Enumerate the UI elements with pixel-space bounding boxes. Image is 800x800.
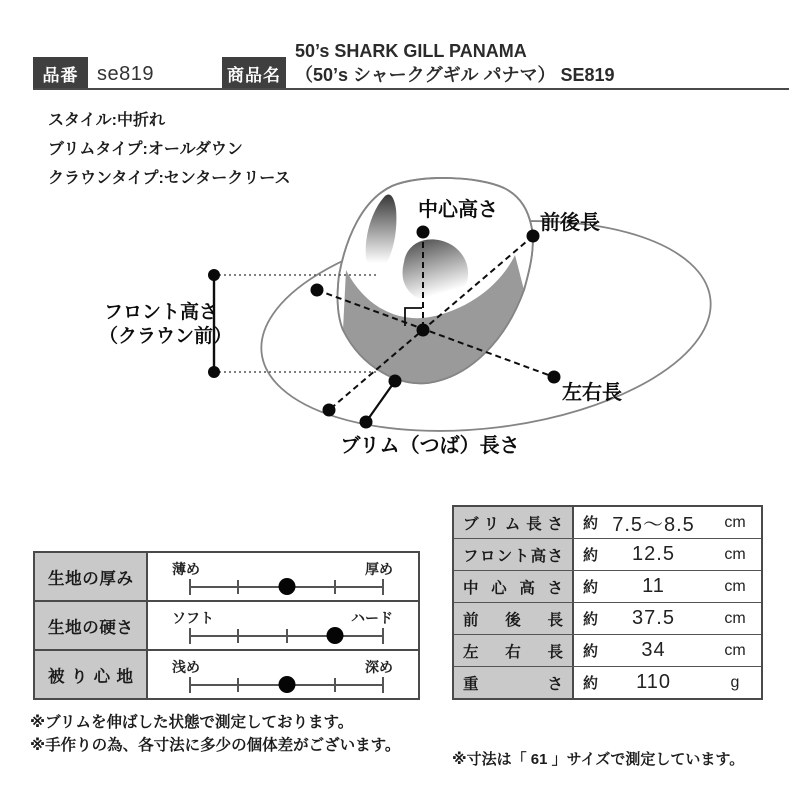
fabric-row-label-text: 生地の厚み bbox=[48, 569, 133, 588]
footnote-handmade: ※手作りの為、各寸法に多少の個体差がございます。 bbox=[30, 737, 401, 754]
table-row bbox=[454, 570, 761, 602]
approx-prefix: 約 bbox=[583, 643, 599, 660]
slider-tick bbox=[286, 629, 288, 643]
measurement-value: 7.5〜8.5 bbox=[612, 514, 695, 536]
measurement-value-area bbox=[574, 571, 761, 602]
table-row bbox=[454, 507, 761, 538]
measurement-label bbox=[454, 603, 574, 634]
slider-tick bbox=[189, 579, 191, 595]
spec-crown-type: クラウンタイプ:センタークリース bbox=[48, 170, 291, 187]
slider-value-dot bbox=[278, 578, 295, 595]
label-front-height-line2: （クラウン前） bbox=[99, 326, 233, 347]
measurement-unit: g bbox=[730, 673, 740, 691]
measurement-label-text: 重さ bbox=[463, 675, 563, 693]
product-name-line2: （50’s シャークグギル パナマ） SE819 bbox=[295, 65, 615, 85]
approx-prefix: 約 bbox=[583, 675, 599, 692]
slider-max-label: 厚め bbox=[365, 561, 393, 577]
footnotes-left bbox=[30, 711, 400, 757]
slider-tick bbox=[382, 628, 384, 644]
slider-tick bbox=[189, 628, 191, 644]
product-name-label: 商品名 bbox=[227, 66, 281, 85]
measurement-unit: cm bbox=[724, 577, 746, 595]
measurement-value: 11 bbox=[642, 575, 665, 597]
fabric-stiffness-slider bbox=[148, 602, 418, 649]
item-code-value: se819 bbox=[97, 63, 154, 85]
table-row bbox=[454, 666, 761, 698]
slider-track bbox=[190, 586, 383, 588]
table-row bbox=[35, 649, 418, 698]
table-row bbox=[454, 538, 761, 570]
slider-track bbox=[190, 684, 383, 686]
slider-tick bbox=[189, 677, 191, 693]
slider-value-dot bbox=[278, 676, 295, 693]
slider-tick bbox=[237, 580, 239, 594]
measurement-unit: cm bbox=[724, 545, 746, 563]
slider-tick bbox=[334, 678, 336, 692]
measurement-label-text: フロント高さ bbox=[463, 547, 563, 565]
label-front-back-length: 前後長 bbox=[540, 212, 600, 234]
approx-prefix: 約 bbox=[583, 547, 599, 564]
slider-tick bbox=[237, 629, 239, 643]
approx-prefix: 約 bbox=[583, 579, 599, 596]
measurement-unit: cm bbox=[724, 609, 746, 627]
slider-min-label: 薄め bbox=[172, 561, 200, 577]
measurement-label-text: 左右長 bbox=[463, 643, 563, 661]
measurement-label bbox=[454, 571, 574, 602]
fabric-row-label bbox=[35, 602, 148, 649]
fabric-row-label-text: 被り心地 bbox=[48, 667, 133, 686]
measurement-value-area bbox=[574, 667, 761, 698]
slider-track bbox=[190, 635, 383, 637]
label-center-height: 中心高さ bbox=[418, 199, 498, 221]
fabric-row-label bbox=[35, 651, 148, 698]
slider-min-label: 浅め bbox=[172, 659, 200, 675]
measurements-table bbox=[452, 505, 763, 700]
measurement-label bbox=[454, 667, 574, 698]
approx-prefix: 約 bbox=[583, 515, 599, 532]
measurement-unit: cm bbox=[724, 513, 746, 531]
slider-tick bbox=[382, 579, 384, 595]
fabric-row-label-text: 生地の硬さ bbox=[48, 618, 133, 637]
slider-value-dot bbox=[326, 627, 343, 644]
label-left-right-length: 左右長 bbox=[562, 382, 622, 404]
spec-brim-type: ブリムタイプ:オールダウン bbox=[48, 141, 243, 158]
table-row bbox=[454, 634, 761, 666]
slider-min-label: ソフト bbox=[172, 610, 214, 626]
measurement-label-text: ブリム長さ bbox=[463, 515, 563, 533]
measurement-value-area bbox=[574, 507, 761, 538]
measurement-label-text: 前後長 bbox=[463, 611, 563, 629]
footnote-size: ※寸法は「 61 」サイズで測定しています。 bbox=[452, 751, 745, 768]
table-row bbox=[35, 600, 418, 649]
measurement-unit: cm bbox=[724, 641, 746, 659]
fabric-thickness-slider bbox=[148, 553, 418, 600]
measurement-value: 34 bbox=[641, 639, 666, 661]
table-row bbox=[454, 602, 761, 634]
label-brim-length: ブリム（つば）長さ bbox=[340, 435, 520, 457]
table-row bbox=[35, 553, 418, 600]
slider-tick bbox=[334, 580, 336, 594]
slider-max-label: 深め bbox=[365, 659, 393, 675]
measurement-label bbox=[454, 507, 574, 538]
spec-style: スタイル:中折れ bbox=[48, 112, 166, 129]
slider-max-label: ハード bbox=[351, 610, 393, 626]
measurement-label bbox=[454, 539, 574, 570]
fabric-row-label bbox=[35, 553, 148, 600]
item-code-label: 品番 bbox=[42, 66, 79, 85]
measurement-value-area bbox=[574, 603, 761, 634]
measurement-label-text: 中心高さ bbox=[463, 579, 563, 597]
slider-tick bbox=[237, 678, 239, 692]
measurement-value-area bbox=[574, 539, 761, 570]
slider-tick bbox=[382, 677, 384, 693]
approx-prefix: 約 bbox=[583, 611, 599, 628]
fit-depth-slider bbox=[148, 651, 418, 698]
measurement-label bbox=[454, 635, 574, 666]
measurement-value: 12.5 bbox=[632, 543, 675, 565]
label-front-height-line1: フロント高さ bbox=[104, 302, 219, 323]
measurement-value-area bbox=[574, 635, 761, 666]
product-name-line1: 50’s SHARK GILL PANAMA bbox=[295, 41, 527, 61]
footnote-brim: ※ブリムを伸ばした状態で測定しております。 bbox=[30, 714, 354, 731]
fabric-properties-table bbox=[33, 551, 420, 700]
measurement-value: 37.5 bbox=[632, 607, 675, 629]
measurement-value: 110 bbox=[636, 671, 671, 693]
